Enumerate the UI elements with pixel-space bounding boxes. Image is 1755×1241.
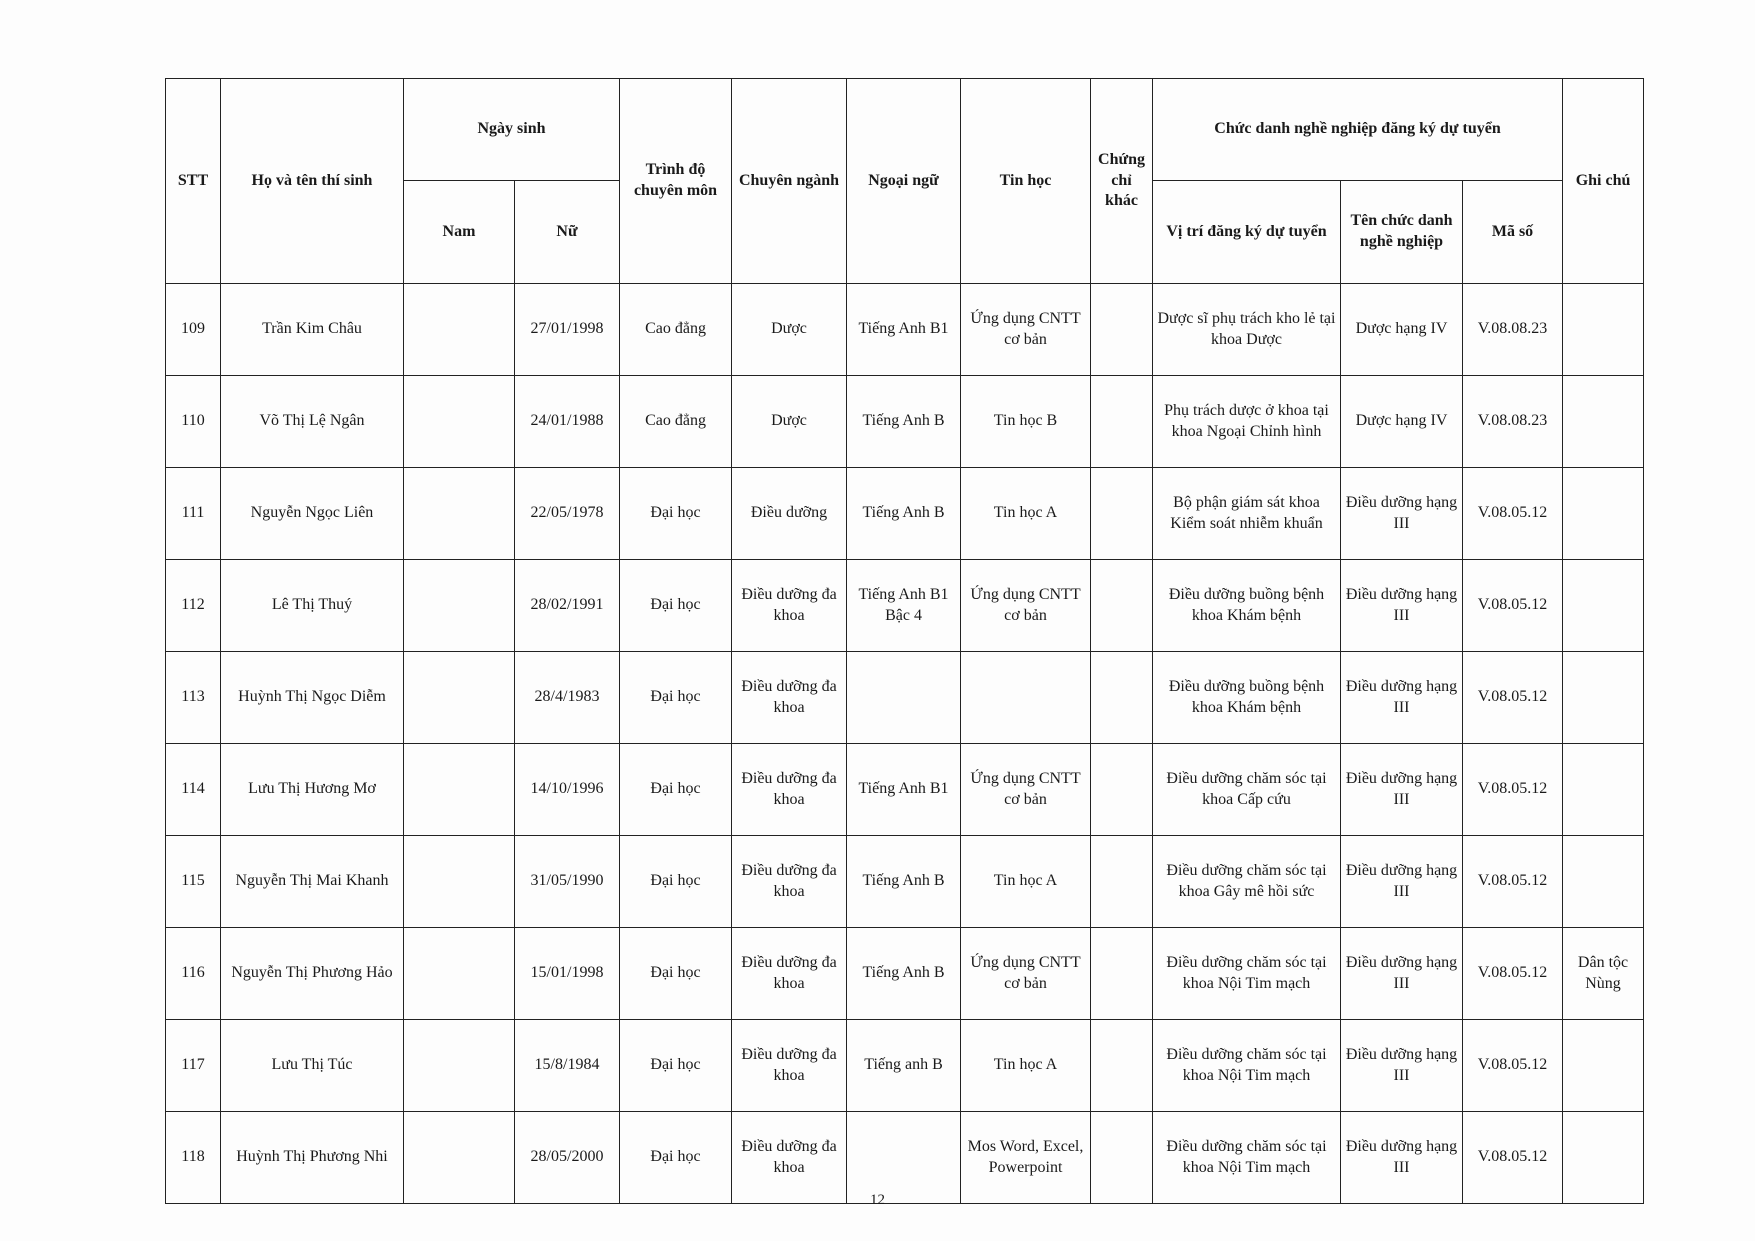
cell-level: Đại học bbox=[620, 836, 732, 928]
cell-major: Điều dưỡng đa khoa bbox=[732, 836, 847, 928]
cell-it: Tin học A bbox=[961, 836, 1091, 928]
cell-note: Dân tộc Nùng bbox=[1563, 928, 1644, 1020]
cell-it: Ứng dụng CNTT cơ bản bbox=[961, 284, 1091, 376]
cell-title: Điều dưỡng hạng III bbox=[1341, 468, 1463, 560]
cell-it: Ứng dụng CNTT cơ bản bbox=[961, 744, 1091, 836]
cell-level: Đại học bbox=[620, 1112, 732, 1204]
cell-code: V.08.05.12 bbox=[1463, 1020, 1563, 1112]
header-name: Họ và tên thí sinh bbox=[221, 79, 404, 284]
cell-other-cert bbox=[1091, 744, 1153, 836]
cell-dob-male bbox=[404, 560, 515, 652]
cell-major: Điều dưỡng đa khoa bbox=[732, 744, 847, 836]
cell-language: Tiếng Anh B1 Bậc 4 bbox=[847, 560, 961, 652]
cell-name: Huỳnh Thị Phương Nhi bbox=[221, 1112, 404, 1204]
cell-note bbox=[1563, 836, 1644, 928]
cell-other-cert bbox=[1091, 560, 1153, 652]
cell-dob-female: 14/10/1996 bbox=[515, 744, 620, 836]
table-body bbox=[166, 284, 1644, 1204]
cell-level: Đại học bbox=[620, 468, 732, 560]
cell-dob-female: 22/05/1978 bbox=[515, 468, 620, 560]
cell-name: Nguyễn Ngọc Liên bbox=[221, 468, 404, 560]
cell-name: Trần Kim Châu bbox=[221, 284, 404, 376]
cell-dob-male bbox=[404, 836, 515, 928]
cell-level: Đại học bbox=[620, 928, 732, 1020]
header-major: Chuyên ngành bbox=[732, 79, 847, 284]
cell-code: V.08.05.12 bbox=[1463, 744, 1563, 836]
cell-dob-female: 28/05/2000 bbox=[515, 1112, 620, 1204]
cell-dob-female: 15/8/1984 bbox=[515, 1020, 620, 1112]
cell-stt: 110 bbox=[166, 376, 221, 468]
table-row bbox=[166, 928, 1644, 1020]
table-row bbox=[166, 744, 1644, 836]
cell-level: Đại học bbox=[620, 1020, 732, 1112]
cell-note bbox=[1563, 376, 1644, 468]
cell-major: Dược bbox=[732, 376, 847, 468]
cell-code: V.08.05.12 bbox=[1463, 836, 1563, 928]
cell-other-cert bbox=[1091, 836, 1153, 928]
cell-title: Điều dưỡng hạng III bbox=[1341, 1112, 1463, 1204]
table-row bbox=[166, 468, 1644, 560]
cell-title: Điều dưỡng hạng III bbox=[1341, 1020, 1463, 1112]
cell-level: Đại học bbox=[620, 744, 732, 836]
cell-name: Lưu Thị Túc bbox=[221, 1020, 404, 1112]
candidate-table bbox=[165, 78, 1644, 1204]
page-number: 12 bbox=[870, 1192, 885, 1208]
cell-language: Tiếng Anh B bbox=[847, 836, 961, 928]
cell-language: Tiếng anh B bbox=[847, 1020, 961, 1112]
cell-major: Dược bbox=[732, 284, 847, 376]
cell-it: Tin học A bbox=[961, 468, 1091, 560]
cell-position: Dược sĩ phụ trách kho lẻ tại khoa Dược bbox=[1153, 284, 1341, 376]
cell-dob-male bbox=[404, 652, 515, 744]
header-position: Vị trí đăng ký dự tuyển bbox=[1153, 181, 1341, 284]
cell-code: V.08.08.23 bbox=[1463, 376, 1563, 468]
cell-position: Điều dưỡng chăm sóc tại khoa Nội Tim mạch bbox=[1153, 1020, 1341, 1112]
cell-major: Điều dưỡng đa khoa bbox=[732, 560, 847, 652]
cell-position: Phụ trách dược ở khoa tại khoa Ngoại Chỉnh hình bbox=[1153, 376, 1341, 468]
table-header bbox=[166, 79, 1644, 284]
cell-it: Ứng dụng CNTT cơ bản bbox=[961, 560, 1091, 652]
cell-stt: 118 bbox=[166, 1112, 221, 1204]
cell-major: Điều dưỡng đa khoa bbox=[732, 928, 847, 1020]
cell-note bbox=[1563, 1112, 1644, 1204]
cell-other-cert bbox=[1091, 376, 1153, 468]
header-code: Mã số bbox=[1463, 181, 1563, 284]
cell-name: Lê Thị Thuý bbox=[221, 560, 404, 652]
cell-language bbox=[847, 652, 961, 744]
cell-note bbox=[1563, 652, 1644, 744]
cell-major: Điều dưỡng đa khoa bbox=[732, 1020, 847, 1112]
cell-major: Điều dưỡng bbox=[732, 468, 847, 560]
cell-stt: 115 bbox=[166, 836, 221, 928]
cell-title: Dược hạng IV bbox=[1341, 376, 1463, 468]
cell-code: V.08.05.12 bbox=[1463, 468, 1563, 560]
cell-position: Điều dưỡng buồng bệnh khoa Khám bệnh bbox=[1153, 560, 1341, 652]
cell-other-cert bbox=[1091, 1112, 1153, 1204]
cell-other-cert bbox=[1091, 652, 1153, 744]
cell-position: Điều dưỡng buồng bệnh khoa Khám bệnh bbox=[1153, 652, 1341, 744]
cell-position: Điều dưỡng chăm sóc tại khoa Cấp cứu bbox=[1153, 744, 1341, 836]
cell-dob-female: 24/01/1988 bbox=[515, 376, 620, 468]
header-stt: STT bbox=[166, 79, 221, 284]
cell-dob-female: 27/01/1998 bbox=[515, 284, 620, 376]
header-note: Ghi chú bbox=[1563, 79, 1644, 284]
cell-it: Ứng dụng CNTT cơ bản bbox=[961, 928, 1091, 1020]
cell-stt: 113 bbox=[166, 652, 221, 744]
cell-dob-male bbox=[404, 1020, 515, 1112]
cell-other-cert bbox=[1091, 284, 1153, 376]
cell-level: Cao đẳng bbox=[620, 376, 732, 468]
cell-name: Nguyễn Thị Phương Hảo bbox=[221, 928, 404, 1020]
cell-position: Điều dưỡng chăm sóc tại khoa Nội Tim mạch bbox=[1153, 1112, 1341, 1204]
cell-dob-female: 28/4/1983 bbox=[515, 652, 620, 744]
cell-code: V.08.05.12 bbox=[1463, 560, 1563, 652]
cell-language: Tiếng Anh B bbox=[847, 376, 961, 468]
cell-note bbox=[1563, 284, 1644, 376]
cell-code: V.08.05.12 bbox=[1463, 652, 1563, 744]
cell-level: Cao đẳng bbox=[620, 284, 732, 376]
cell-language: Tiếng Anh B1 bbox=[847, 284, 961, 376]
cell-name: Võ Thị Lệ Ngân bbox=[221, 376, 404, 468]
header-other-cert: Chứng chỉ khác bbox=[1091, 79, 1153, 284]
table-row bbox=[166, 1020, 1644, 1112]
table-row bbox=[166, 652, 1644, 744]
cell-note bbox=[1563, 468, 1644, 560]
header-dob: Ngày sinh bbox=[404, 79, 620, 181]
cell-stt: 109 bbox=[166, 284, 221, 376]
header-it: Tin học bbox=[961, 79, 1091, 284]
header-level: Trình độ chuyên môn bbox=[620, 79, 732, 284]
cell-dob-female: 28/02/1991 bbox=[515, 560, 620, 652]
cell-position: Bộ phận giám sát khoa Kiểm soát nhiễm khuẩn bbox=[1153, 468, 1341, 560]
cell-note bbox=[1563, 560, 1644, 652]
cell-dob-male bbox=[404, 744, 515, 836]
cell-major: Điều dưỡng đa khoa bbox=[732, 1112, 847, 1204]
cell-stt: 116 bbox=[166, 928, 221, 1020]
cell-code: V.08.05.12 bbox=[1463, 1112, 1563, 1204]
cell-other-cert bbox=[1091, 1020, 1153, 1112]
cell-it: Tin học A bbox=[961, 1020, 1091, 1112]
cell-language: Tiếng Anh B bbox=[847, 928, 961, 1020]
cell-title: Dược hạng IV bbox=[1341, 284, 1463, 376]
cell-dob-female: 31/05/1990 bbox=[515, 836, 620, 928]
cell-it: Tin học B bbox=[961, 376, 1091, 468]
cell-it bbox=[961, 652, 1091, 744]
cell-position: Điều dưỡng chăm sóc tại khoa Nội Tim mạch bbox=[1153, 928, 1341, 1020]
cell-major: Điều dưỡng đa khoa bbox=[732, 652, 847, 744]
cell-stt: 114 bbox=[166, 744, 221, 836]
header-language: Ngoại ngữ bbox=[847, 79, 961, 284]
cell-code: V.08.05.12 bbox=[1463, 928, 1563, 1020]
cell-other-cert bbox=[1091, 928, 1153, 1020]
cell-level: Đại học bbox=[620, 560, 732, 652]
cell-language: Tiếng Anh B bbox=[847, 468, 961, 560]
header-title: Tên chức danh nghề nghiệp bbox=[1341, 181, 1463, 284]
cell-dob-female: 15/01/1998 bbox=[515, 928, 620, 1020]
header-dob-female: Nữ bbox=[515, 181, 620, 284]
cell-dob-male bbox=[404, 376, 515, 468]
cell-name: Lưu Thị Hương Mơ bbox=[221, 744, 404, 836]
table-row bbox=[166, 376, 1644, 468]
cell-level: Đại học bbox=[620, 652, 732, 744]
header-position-group: Chức danh nghề nghiệp đăng ký dự tuyển bbox=[1153, 79, 1563, 181]
cell-dob-male bbox=[404, 284, 515, 376]
cell-note bbox=[1563, 1020, 1644, 1112]
table-row bbox=[166, 560, 1644, 652]
cell-stt: 111 bbox=[166, 468, 221, 560]
table-row bbox=[166, 836, 1644, 928]
cell-dob-male bbox=[404, 468, 515, 560]
cell-dob-male bbox=[404, 928, 515, 1020]
cell-other-cert bbox=[1091, 468, 1153, 560]
cell-language bbox=[847, 1112, 961, 1204]
cell-title: Điều dưỡng hạng III bbox=[1341, 744, 1463, 836]
cell-title: Điều dưỡng hạng III bbox=[1341, 652, 1463, 744]
table-row bbox=[166, 1112, 1644, 1204]
cell-stt: 117 bbox=[166, 1020, 221, 1112]
cell-code: V.08.08.23 bbox=[1463, 284, 1563, 376]
cell-dob-male bbox=[404, 1112, 515, 1204]
cell-title: Điều dưỡng hạng III bbox=[1341, 928, 1463, 1020]
cell-position: Điều dưỡng chăm sóc tại khoa Gây mê hồi sức bbox=[1153, 836, 1341, 928]
cell-title: Điều dưỡng hạng III bbox=[1341, 560, 1463, 652]
table-row bbox=[166, 284, 1644, 376]
header-dob-male: Nam bbox=[404, 181, 515, 284]
cell-note bbox=[1563, 744, 1644, 836]
cell-name: Nguyễn Thị Mai Khanh bbox=[221, 836, 404, 928]
cell-title: Điều dưỡng hạng III bbox=[1341, 836, 1463, 928]
cell-stt: 112 bbox=[166, 560, 221, 652]
cell-it: Mos Word, Excel, Powerpoint bbox=[961, 1112, 1091, 1204]
cell-language: Tiếng Anh B1 bbox=[847, 744, 961, 836]
cell-name: Huỳnh Thị Ngọc Diễm bbox=[221, 652, 404, 744]
